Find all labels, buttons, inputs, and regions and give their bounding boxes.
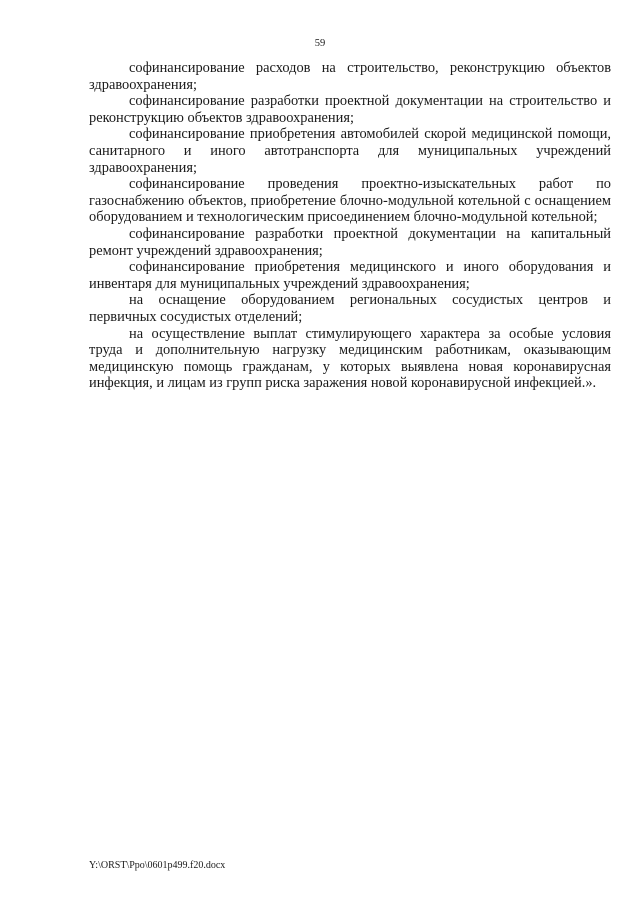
paragraph: софинансирование приобретения медицинского и иного оборудования и инвентаря для муниципальных учреждений здравоохранения; (89, 259, 611, 292)
paragraph: софинансирование приобретения автомобилей скорой медицинской помощи, санитарного и иного автотранспорта для муниципальных учреждений здравоохранения; (89, 126, 611, 176)
paragraph: софинансирование расходов на строительство, реконструкцию объектов здравоохранения; (89, 60, 611, 93)
paragraph: на оснащение оборудованием региональных сосудистых центров и первичных сосудистых отделений; (89, 292, 611, 325)
paragraph: софинансирование разработки проектной документации на строительство и реконструкцию объектов здравоохранения; (89, 93, 611, 126)
document-body (89, 60, 611, 392)
paragraph: софинансирование разработки проектной документации на капитальный ремонт учреждений здравоохранения; (89, 225, 611, 259)
paragraph: на осуществление выплат стимулирующего характера за особые условия труда и дополнительную нагрузку медицинским работникам, оказывающим медицинскую помощь гражданам, у которых выявлена новая коронавирусная инфекция, и лицам из групп риска заражения новой коронавирусной инфекцией.». (89, 325, 611, 392)
page-number: 59 (314, 38, 326, 49)
paragraph: софинансирование проведения проектно-изыскательных работ по газоснабжению объектов, приобретение блочно-модульной котельной с оснащением оборудованием и технологическим присоединением блочно-модульной котельной; (89, 176, 611, 226)
footer-file-path: Y:\ORST\Ppo\0601p499.f20.docx (89, 860, 226, 871)
